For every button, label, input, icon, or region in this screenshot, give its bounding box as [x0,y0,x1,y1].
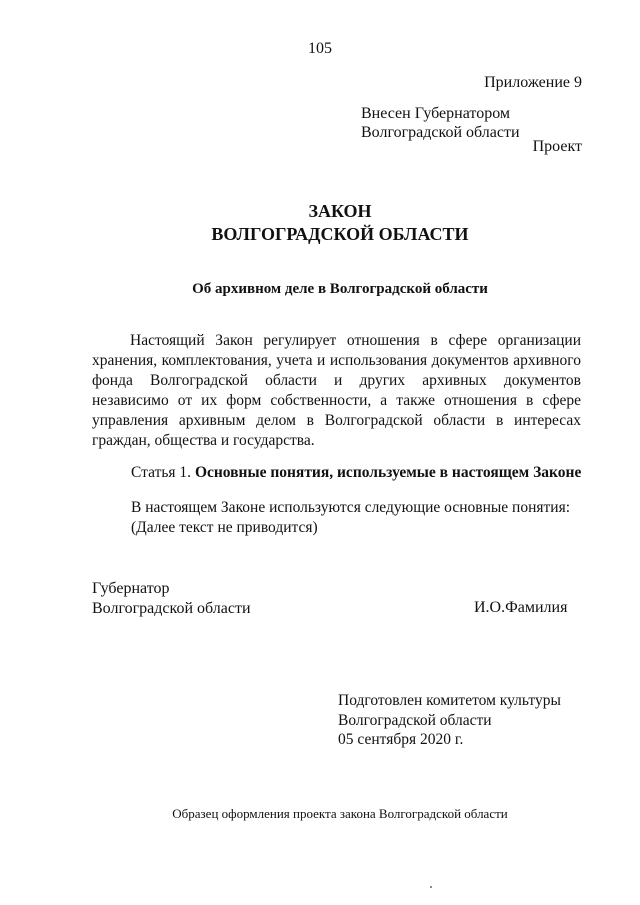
article-title: Основные понятия, используемые в настоящем Законе [194,464,582,481]
prepared-by-block [338,691,561,750]
signature-title-line1: Губернатор [92,580,170,597]
law-title-line1: ЗАКОН [308,201,372,221]
law-title [0,200,640,246]
article-omission-note: (Далее текст не приводится) [131,519,318,536]
signature-title-line2: Волгоградской области [92,600,251,617]
submitted-by-block [361,104,520,142]
appendix-label: Приложение 9 [484,74,582,91]
preamble-paragraph: Настоящий Закон регулирует отношения в сфере организации хранения, комплектования, учета и использования документов архивного фонда Волгоградской области и других архивных документов независимо от их форм собственности, а также отношения в сфере управления архивным делом в Волгоградской области в интересах граждан, общества и государства. [92,332,581,449]
article-intro: В настоящем Законе используются следующие основные понятия: [131,499,571,516]
sample-caption: Образец оформления проекта закона Волгоградской области [172,806,508,821]
article-prefix: Статья 1. [131,464,192,481]
submitted-by-line2: Волгоградской области [361,124,520,141]
article-heading [131,464,581,482]
document-status: Проект [532,138,582,155]
signature-title [92,579,251,619]
prepared-date: 05 сентября 2020 г. [338,731,464,748]
article-body [131,498,570,538]
law-title-line2: ВОЛГОГРАДСКОЙ ОБЛАСТИ [211,224,469,244]
law-subject: Об архивном деле в Волгоградской области [192,281,488,297]
scan-speck [430,886,432,888]
submitted-by-line1: Внесен Губернатором [361,105,511,122]
prepared-by-line2: Волгоградской области [338,711,492,729]
signature-name: И.О.Фамилия [474,599,568,616]
prepared-by-line1: Подготовлен комитетом культуры [338,692,561,709]
page-number: 105 [308,40,332,57]
